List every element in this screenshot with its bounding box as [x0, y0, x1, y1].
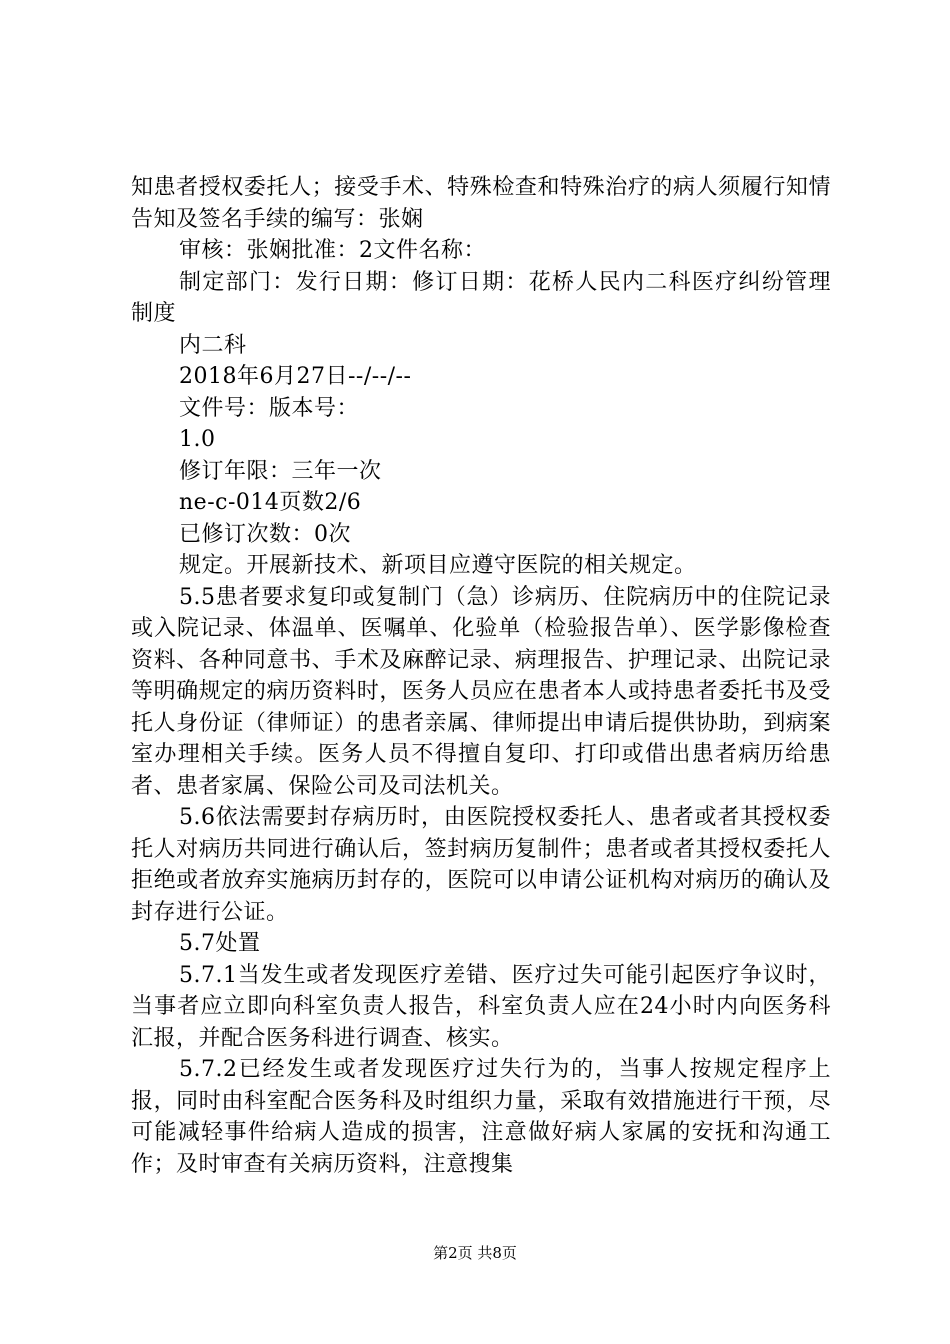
- paragraph: 审核：张娴批准：2文件名称：: [179, 238, 486, 263]
- paragraph: 制定部门：发行日期：修订日期：花桥人民内二科医疗纠纷管理制度: [131, 269, 831, 326]
- paragraph: 2018年6月27日--/--/--: [179, 364, 412, 389]
- paragraph: 内二科: [179, 332, 247, 358]
- paragraph: 5.7.1当发生或者发现医疗差错、医疗过失可能引起医疗争议时，当事者应立即向科室负责人报告，科室负责人应在24小时内向医务科汇报，并配合医务科进行调查、核实。: [131, 962, 831, 1051]
- paragraph: 5.7.2已经发生或者发现医疗过失行为的，当事人按规定程序上报，同时由科室配合医务科及时组织力量，采取有效措施进行干预，尽可能减轻事件给病人造成的损害，注意做好病人家属的安抚和沟通工作；及时审查有关病历资料，注意搜集: [131, 1057, 831, 1177]
- paragraph: 1.0: [179, 427, 216, 452]
- paragraph: 5.5患者要求复印或复制门（急）诊病历、住院病历中的住院记录或入院记录、体温单、医嘱单、化验单（检验报告单）、医学影像检查资料、各种同意书、手术及麻醉记录、病理报告、护理记录、出院记录等明确规定的病历资料时，医务人员应在患者本人或持患者委托书及受托人身份证（律师证）的患者亲属、律师提出申请后提供协助，到病案室办理相关手续。医务人员不得擅自复印、打印或借出患者病历给患者、患者家属、保险公司及司法机关。: [131, 584, 831, 799]
- paragraph: 已修订次数：0次: [179, 521, 351, 547]
- paragraph: 文件号：版本号：: [179, 395, 360, 421]
- page-footer: 第2页 共8页: [433, 1244, 517, 1262]
- paragraph: 规定。开展新技术、新项目应遵守医院的相关规定。: [179, 553, 697, 578]
- section-heading: 5.7处置: [179, 931, 261, 956]
- paragraph: ne-c-014页数2/6: [179, 490, 362, 515]
- paragraph: 修订年限：三年一次: [179, 458, 382, 484]
- paragraph: 知患者授权委托人；接受手术、特殊检查和特殊治疗的病人须履行知情告知及签名手续的编写：张娴: [131, 175, 831, 232]
- paragraph: 5.6依法需要封存病历时，由医院授权委托人、患者或者其授权委托人对病历共同进行确认后，签封病历复制件；患者或者其授权委托人拒绝或者放弃实施病历封存的，医院可以申请公证机构对病历的确认及封存进行公证。: [131, 805, 831, 925]
- document-body: [131, 172, 831, 1180]
